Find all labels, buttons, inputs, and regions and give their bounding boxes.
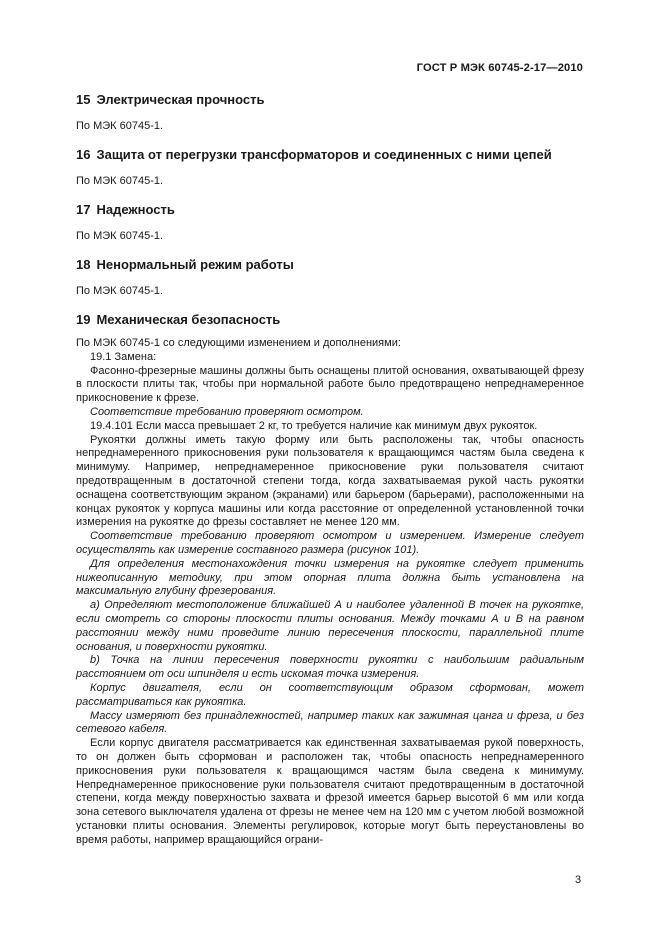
body-paragraph: По МЭК 60745-1 со следующими изменением и дополнениями: bbox=[76, 337, 401, 349]
document-id-header: ГОСТ Р МЭК 60745-2-17—2010 bbox=[416, 62, 583, 74]
body-paragraph: b) Точка на линии пересечения поверхности рукоятки с наибольшим радиальным расстоянием от оси шпинделя и есть искомая точка измерения. bbox=[76, 654, 584, 681]
section-16 bbox=[76, 147, 596, 188]
section-text: По МЭК 60745-1. bbox=[76, 120, 164, 132]
section-text: По МЭК 60745-1. bbox=[76, 230, 164, 242]
section-title: Электрическая прочность bbox=[96, 92, 265, 107]
body-paragraph: 19.4.101 Если масса превышает 2 кг, то требуется наличие как минимум двух рукояток. bbox=[90, 419, 538, 432]
body-paragraph: Для определения местонахождения точки измерения на рукоятке следует применить нижеописанную методику, при этом опорная плита должна быть установлена на максимальную глубину фрезерования. bbox=[76, 557, 584, 598]
section-heading bbox=[76, 312, 596, 328]
section-number: 15 bbox=[76, 92, 91, 107]
section-number: 19 bbox=[76, 312, 91, 327]
section-text: По МЭК 60745-1. bbox=[76, 175, 164, 187]
body-paragraph: Соответствие требованию проверяют осмотром. bbox=[90, 405, 364, 418]
section-19 bbox=[76, 312, 596, 328]
body-paragraph: Рукоятки должны иметь такую форму или быть расположены так, чтобы опасность непреднамеренного прикосновения руки пользователя к вращающимся частям была сведена к минимуму. Например, непреднамеренное прикосновение руки пользователя считают предотвращенным в достаточной степени тогда, когда захватываемая рукой часть рукоятки оснащена соответствующим экраном (экранами) или барьером (барьерами), расположенными на концах рукояток у корпуса машины или когда расстояние от определенной установленной точки измерения на рукоятке до фрезы составляет не менее 120 мм. bbox=[76, 433, 584, 529]
section-15 bbox=[76, 92, 596, 133]
body-paragraph: a) Определяют местоположение ближайшей А и наиболее удаленной В точек на рукоятке, если смотреть со стороны плоскости плиты основания. Между точками А и В на равном расстоянии между ними проведите линию пересечения плоскости, параллельной плите основания, и поверхности рукоятки. bbox=[76, 599, 584, 653]
section-heading bbox=[76, 257, 596, 273]
section-18 bbox=[76, 257, 596, 298]
section-heading bbox=[76, 92, 596, 108]
section-title: Надежность bbox=[96, 202, 175, 217]
section-19-body bbox=[76, 337, 584, 847]
body-paragraph: Фасонно-фрезерные машины должны быть оснащены плитой основания, охватывающей фрезу в плоскости плиты так, чтобы при нормальной работе было предотвращено непреднамеренное прикосновение к фрезе. bbox=[76, 364, 584, 405]
section-title: Защита от перегрузки трансформаторов и соединенных с ними цепей bbox=[96, 147, 552, 162]
section-text: По МЭК 60745-1. bbox=[76, 285, 164, 297]
section-title: Ненормальный режим работы bbox=[96, 257, 294, 272]
section-title: Механическая безопасность bbox=[96, 312, 281, 327]
body-paragraph: Корпус двигателя, если он соответствующим образом сформован, может рассматриваться как рукоятка. bbox=[76, 681, 584, 708]
body-paragraph: 19.1 Замена: bbox=[90, 350, 157, 363]
section-heading bbox=[76, 202, 596, 218]
section-number: 18 bbox=[76, 257, 91, 272]
section-number: 17 bbox=[76, 202, 91, 217]
section-number: 16 bbox=[76, 147, 91, 162]
page-number: 3 bbox=[575, 874, 582, 886]
body-paragraph: Если корпус двигателя рассматривается как единственная захватываемая рукой поверхность, то он должен быть сформован и расположен так, чтобы опасность непреднамеренного прикосновения руки пользователя к вращающимся частям была сведена к минимуму. Непреднамеренное прикосновение руки пользователя считают предотвращенным в достаточной степени, когда между поверхностью захвата и фрезой имеется барьер высотой 6 мм или когда зона сетевого выключателя удалена от фрезы не менее чем на 120 мм с учетом любой возможной установки плиты основания. Элементы регулировок, которые могут быть переустановлены во время работы, например вращающийся ограни- bbox=[76, 737, 584, 846]
section-heading bbox=[76, 147, 596, 163]
section-17 bbox=[76, 202, 596, 243]
body-paragraph: Массу измеряют без принадлежностей, например таких как зажимная цанга и фреза, и без сетевого кабеля. bbox=[76, 709, 584, 736]
body-paragraph: Соответствие требованию проверяют осмотром и измерением. Измерение следует осуществлять как измерение составного размера (рисунок 101). bbox=[76, 530, 584, 556]
